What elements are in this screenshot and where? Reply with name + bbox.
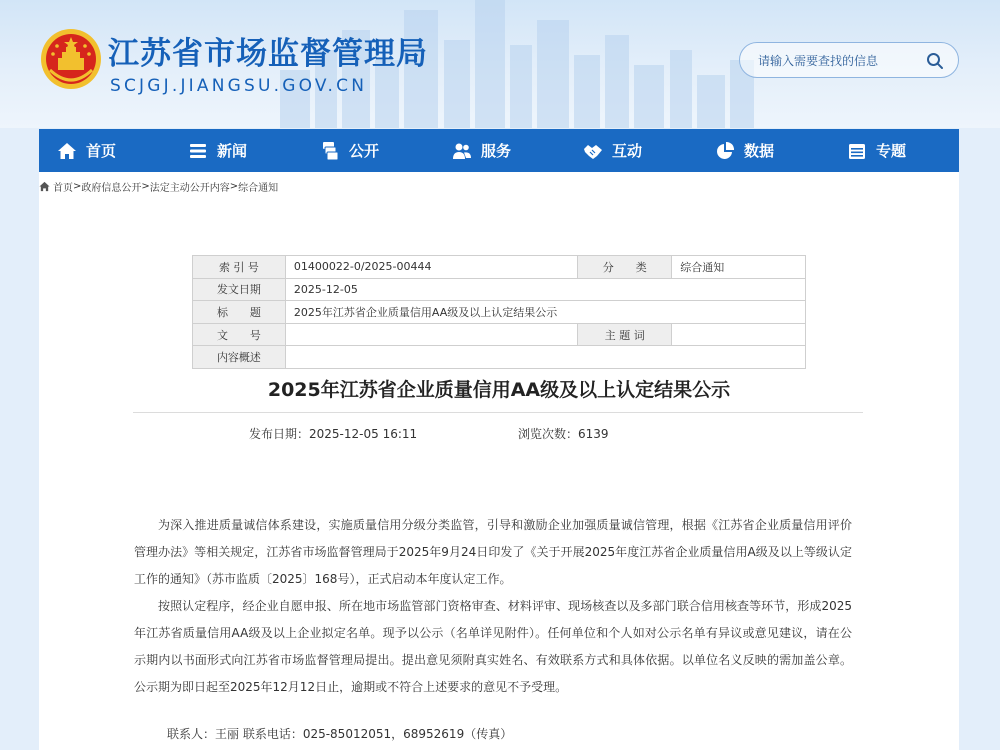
nav-label: 数据 [744,142,775,160]
date-value: 2025-12-05 [285,278,805,301]
meta-row [193,301,806,324]
nav-label: 新闻 [217,142,248,160]
breadcrumb-item-home[interactable]: 首页 [53,182,73,194]
views-label: 浏览次数： [518,427,579,441]
breadcrumb-separator: > [73,180,82,192]
meta-row [193,278,806,301]
home-icon [57,141,77,161]
breadcrumb [39,179,278,193]
pie-chart-icon [715,141,735,161]
site-title: 江苏省市场监督管理局 [108,36,428,72]
subject-label: 主 题 词 [578,323,672,346]
nav-item-topics[interactable] [847,129,906,172]
nav-label: 公开 [349,142,380,160]
nav-item-interact[interactable] [583,129,642,172]
content-panel [39,172,959,750]
title-divider [133,412,863,413]
view-count-info [518,425,609,442]
article-paragraph: 按照认定程序，经企业自愿申报、所在地市场监管部门资格审查、材料评审、现场核查以及多部门联合信用核查等环节，形成2025年江苏省质量信用AA级及以上企业拟定名单。现予以公示（名单详见附件）。任何单位和个人如对公示名单有异议或意见建议，请在公示期内以书面形式向江苏省市场监督管理局提出。提出意见须附真实姓名、有效联系方式和具体依据。以单位名义反映的需加盖公章。公示期为即日起至2025年12月12日止，逾期或不符合上述要求的意见不予受理。 [134,599,852,694]
publish-info [249,425,417,442]
category-label: 分 类 [578,256,672,279]
title-label: 标 题 [193,301,286,324]
breadcrumb-item-gov-info[interactable]: 政府信息公开 [81,182,142,194]
nav-item-open[interactable] [320,129,379,172]
breadcrumb-item-statutory[interactable]: 法定主动公开内容 [149,182,230,194]
breadcrumb-separator: > [141,180,150,192]
date-label: 发文日期 [193,278,286,301]
users-icon [452,141,472,161]
handshake-icon [583,141,603,161]
search-input[interactable] [758,51,918,71]
document-meta-table [192,255,806,369]
nav-label: 专题 [876,142,907,160]
calendar-icon [847,141,867,161]
title-value: 2025年江苏省企业质量信用AA级及以上认定结果公示 [285,301,805,324]
news-icon [188,141,208,161]
docno-label: 文 号 [193,323,286,346]
nav-label: 互动 [612,142,643,160]
views-count: 6139 [578,427,609,441]
meta-row [193,346,806,369]
national-emblem-logo [40,28,102,90]
open-files-icon [320,141,340,161]
nav-label: 首页 [86,142,117,160]
article-title: 2025年江苏省企业质量信用AA级及以上认定结果公示 [267,379,731,401]
summary-label: 内容概述 [193,346,286,369]
breadcrumb-item-notice[interactable]: 综合通知 [238,182,279,194]
nav-item-data[interactable] [715,129,774,172]
breadcrumb-separator: > [229,180,239,192]
category-value: 综合通知 [672,256,806,279]
docno-value [285,323,577,346]
main-nav [39,129,959,172]
meta-row [193,323,806,346]
nav-item-service[interactable] [452,129,511,172]
publish-date: 2025-12-05 16:11 [309,427,418,441]
summary-value [285,346,805,369]
search-box [739,42,959,78]
nav-item-news[interactable] [188,129,247,172]
nav-item-home[interactable] [57,129,116,172]
index-label: 索 引 号 [193,256,286,279]
publish-label: 发布日期： [249,427,310,441]
search-icon[interactable] [926,52,944,70]
site-header [0,0,1000,128]
index-value: 01400022-0/2025-00444 [285,256,577,279]
home-icon [39,181,50,192]
contact-info: 联系人：王丽 联系电话：025-85012051，68952619（传真） [167,727,513,741]
meta-row [193,256,806,279]
subject-value [672,323,806,346]
site-domain: SCJGJ.JIANGSU.GOV.CN [110,76,368,96]
article-paragraph: 为深入推进质量诚信体系建设，实施质量信用分级分类监管，引导和激励企业加强质量诚信管理，根据《江苏省企业质量信用评价管理办法》等相关规定，江苏省市场监督管理局于2025年9月24日印发了《关于开展2025年度江苏省企业质量信用A级及以上等级认定工作的通知》（苏市监质〔2025〕168号），正式启动本年度认定工作。 [134,518,852,586]
nav-label: 服务 [481,142,512,160]
article-body [134,512,852,701]
